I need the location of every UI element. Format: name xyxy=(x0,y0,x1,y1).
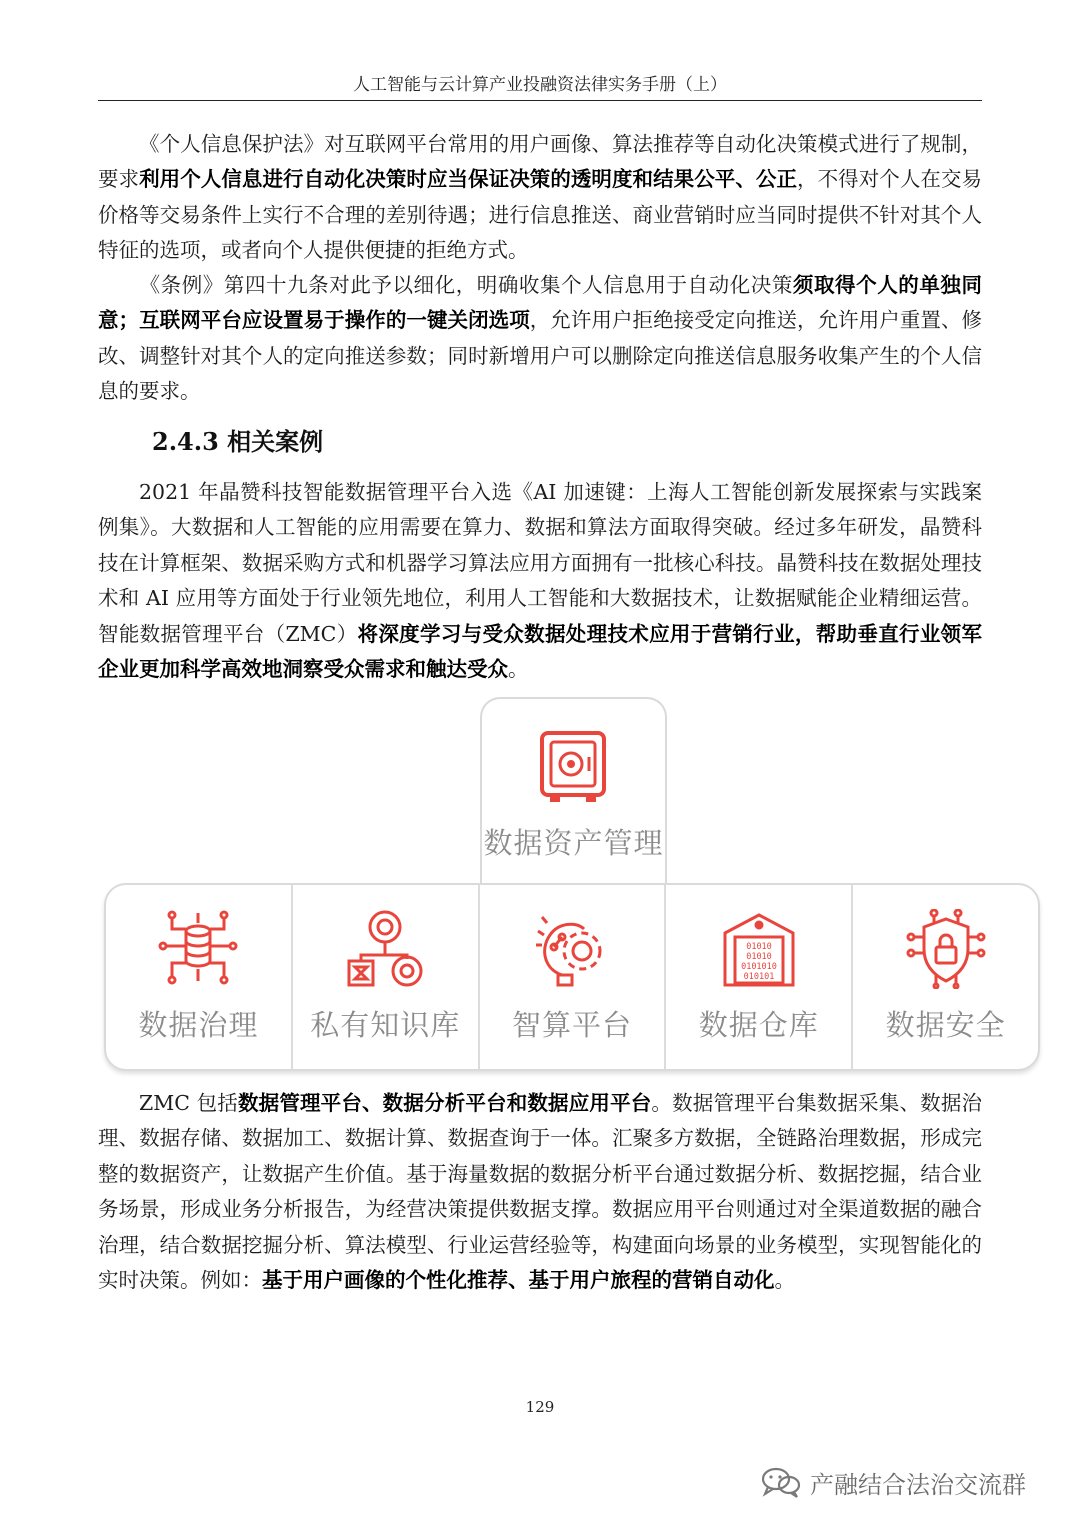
p2-bold-1: 须取得个人的单独同意；互联网平台应设置易于操作的一键关闭选项 xyxy=(98,273,983,333)
section-heading: 2.4.3 相关案例 xyxy=(152,427,324,456)
p1-text-1: 《个人信息保护法》对互联网平台常用的用户画像、算法推荐等自动化决策模式进行了规制，要求 xyxy=(98,132,982,192)
data-chip-icon xyxy=(158,909,238,985)
safe-icon xyxy=(538,729,610,805)
warehouse-icon xyxy=(719,909,799,989)
running-header xyxy=(98,70,982,101)
warehouse-digits-1: 01010 xyxy=(745,942,772,952)
p4-text-3: 。 xyxy=(774,1268,795,1293)
p3-bold-1: 将深度学习与受众数据处理技术应用于营销行业，帮助垂直行业领军企业更加科学高效地洞察受众需求和触达受众 xyxy=(98,621,982,682)
module-label: 私有知识库 xyxy=(310,1008,461,1042)
watermark-text: 产融结合法治交流群 xyxy=(810,1470,1026,1499)
warehouse-digits-2: 01010 xyxy=(745,952,772,962)
warehouse-digits-3: 0101010 xyxy=(740,962,777,972)
p3-text-1: 2021 年晶赞科技智能数据管理平台入选《AI 加速键：上海人工智能创新发展探索与实践案例集》。大数据和人工智能的应用需要在算力、数据和算法方面取得突破。经过多年研发，晶赞科技在计算框架、数据采购方式和机器学习算法应用方面拥有一批核心科技。晶赞科技在数据处理技术和 AI 应用等方面处于行业领先地位，利用人工智能和大数据技术，让数据赋能企业精细运营。智能数据管理平台（ZMC） xyxy=(98,480,982,646)
p2-text-1: 《条例》第四十九条对此予以细化，明确收集个人信息用于自动化决策 xyxy=(139,273,793,297)
module-label: 智算平台 xyxy=(511,1008,632,1042)
p1-bold-1: 利用个人信息进行自动化决策时应当保证决策的透明度和结果公平、公正 xyxy=(139,167,798,192)
wechat-icon xyxy=(760,1465,802,1499)
module-label: 数据仓库 xyxy=(698,1008,819,1042)
watermark xyxy=(760,1460,1026,1504)
zmc-diagram xyxy=(104,697,1044,1075)
p4-bold-1: 数据管理平台、数据分析平台和数据应用平台 xyxy=(237,1091,652,1115)
page-number: 129 xyxy=(525,1398,555,1416)
paragraph-pipl xyxy=(98,127,982,269)
module-private-knowledge-base xyxy=(293,885,480,1069)
module-data-warehouse xyxy=(666,885,853,1069)
paragraph-zmc xyxy=(98,1086,982,1298)
paragraph-case xyxy=(98,475,982,687)
warehouse-digits-4: 010101 xyxy=(743,972,775,982)
p4-bold-2: 基于用户画像的个性化推荐、基于用户旅程的营销自动化 xyxy=(262,1268,775,1293)
module-label: 数据安全 xyxy=(885,1008,1006,1042)
module-computing-platform xyxy=(480,885,667,1069)
paragraph-regulation xyxy=(98,268,982,410)
p3-text-2: 。 xyxy=(508,657,529,682)
header-title: 人工智能与云计算产业投融资法律实务手册（上） xyxy=(353,75,727,95)
p4-text-1: ZMC 包括 xyxy=(139,1091,238,1115)
security-lock-icon xyxy=(906,909,986,989)
module-data-security xyxy=(853,885,1038,1069)
data-asset-management-box xyxy=(480,697,667,893)
module-label: 数据治理 xyxy=(138,1008,259,1042)
brain-gear-icon xyxy=(532,909,612,989)
p2-text-2: ，允许用户拒绝接受定向推送，允许用户重置、修改、调整针对其个人的定向推送参数；同时新增用户可以删除定向推送信息服务收集产生的个人信息的要求。 xyxy=(98,308,982,404)
p4-text-2: 。数据管理平台集数据采集、数据治理、数据存储、数据加工、数据计算、数据查询于一体。汇聚多方数据，全链路治理数据，形成完整的数据资产，让数据产生价值。基于海量数据的数据分析平台通过数据分析、数据挖掘，结合业务场景，形成业务分析报告，为经营决策提供数据支撑。数据应用平台则通过对全渠道数据的融合治理，结合数据挖掘分析、算法模型、行业运营经验等，构建面向场景的业务模型，实现智能化的实时决策。例如： xyxy=(98,1091,983,1293)
module-data-governance xyxy=(106,885,293,1069)
knowledge-base-icon xyxy=(343,909,427,989)
module-row xyxy=(104,883,1040,1071)
top-box-label: 数据资产管理 xyxy=(483,826,664,860)
p1-text-2: ，不得对个人在交易价格等交易条件上实行不合理的差别待遇；进行信息推送、商业营销时应当同时提供不针对其个人特征的选项，或者向个人提供便捷的拒绝方式。 xyxy=(98,167,983,263)
